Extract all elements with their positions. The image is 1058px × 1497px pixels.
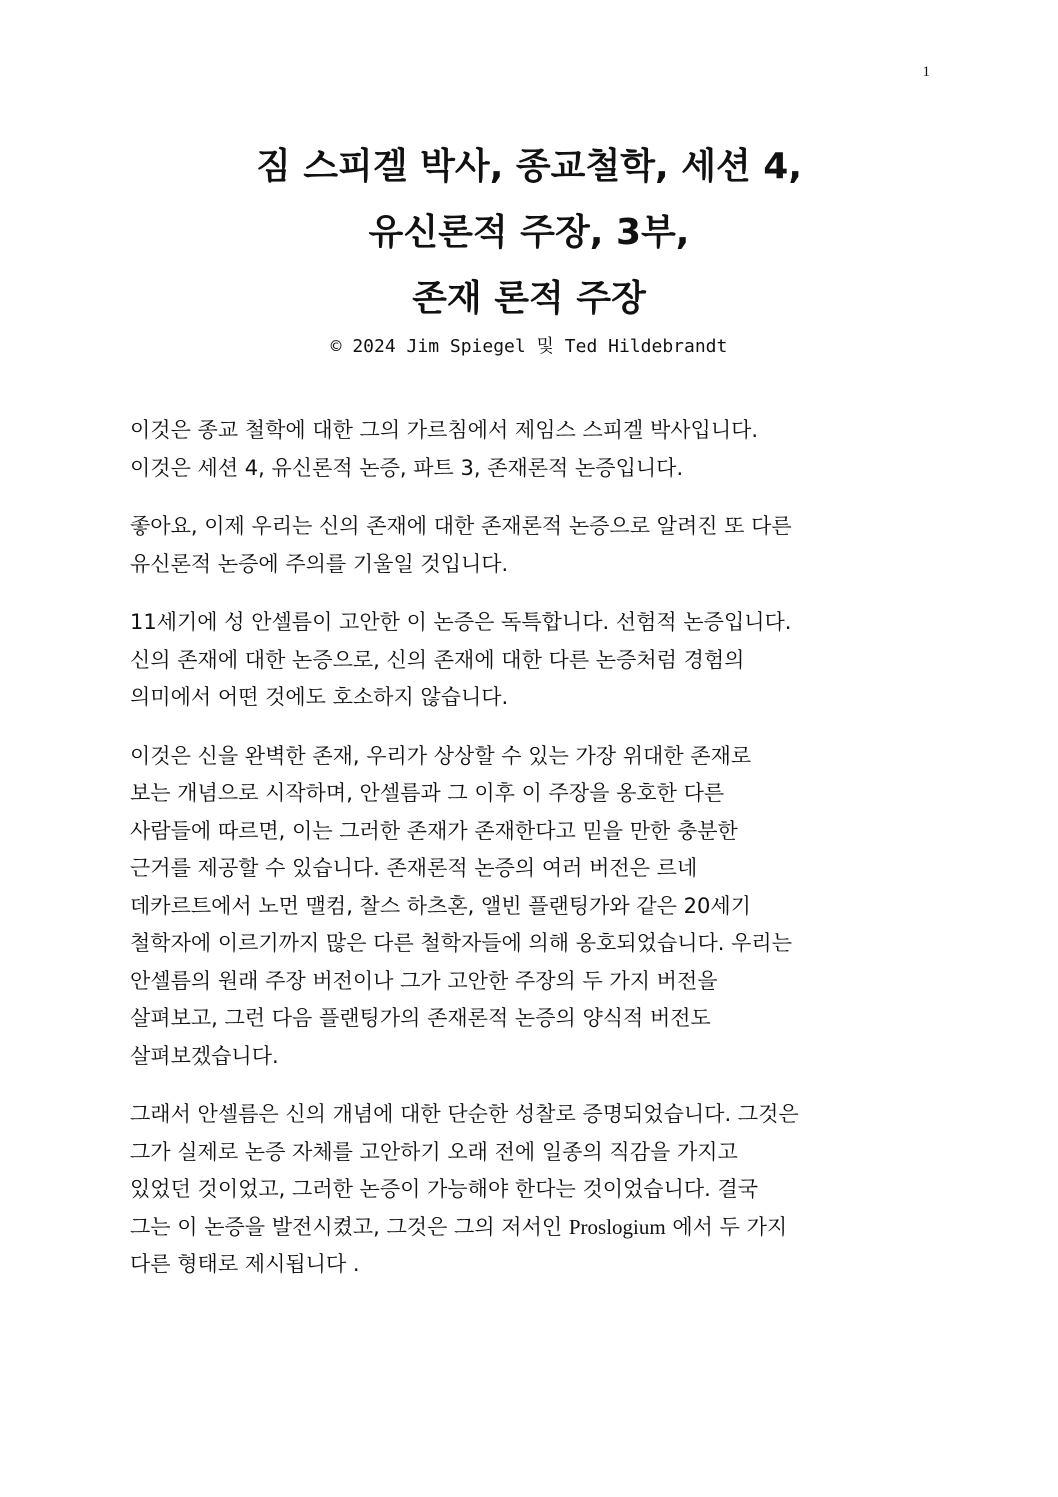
text-line: 안셀름의 원래 주장 버전이나 그가 고안한 주장의 두 가지 버전을	[130, 968, 718, 993]
text-line: 데카르트에서 노먼 맬컴, 찰스 하츠혼, 앨빈 플랜팅가와 같은 20세기	[130, 893, 751, 918]
text-line: 사람들에 따르면, 이는 그러한 존재가 존재한다고 믿을 만한 충분한	[130, 818, 738, 843]
text-line: 살펴보겠습니다.	[130, 1043, 279, 1068]
text-fragment: 에서 두 가지	[665, 1214, 788, 1239]
text-line: 유신론적 논증에 주의를 기울일 것입니다.	[130, 551, 509, 576]
text-line: 이것은 종교 철학에 대한 그의 가르침에서 제임스 스피겔 박사입니다.	[130, 418, 759, 442]
book-title: Proslogium	[568, 1214, 666, 1239]
text-line: 이것은 세션 4, 유신론적 논증, 파트 3, 존재론적 논증입니다.	[130, 455, 684, 480]
text-line: 살펴보고, 그런 다음 플랜팅가의 존재론적 논증의 양식적 버전도	[130, 1006, 711, 1030]
text-line	[130, 1209, 930, 1247]
title-line-1: 짐 스피겔 박사, 종교철학, 세션 4,	[255, 146, 803, 187]
page-number: 1	[922, 64, 930, 80]
text-line: 11세기에 성 안셀름이 고안한 이 논증은 독특합니다. 선험적 논증입니다.	[130, 610, 792, 634]
paragraph-2	[130, 508, 930, 583]
text-line: 근거를 제공할 수 있습니다. 존재론적 논증의 여러 버전은 르네	[130, 856, 698, 880]
paragraph-3	[130, 604, 930, 717]
text-line: 보는 개념으로 시작하며, 안셀름과 그 이후 이 주장을 옹호한 다른	[130, 781, 725, 805]
text-line: 이것은 신을 완벽한 존재, 우리가 상상할 수 있는 가장 위대한 존재로	[130, 743, 752, 768]
text-line: 다른 형태로 제시됩니다 .	[130, 1252, 360, 1276]
title-line-3: 존재 론적 주장	[412, 278, 646, 319]
text-line: 신의 존재에 대한 논증으로, 신의 존재에 대한 다른 논증처럼 경험의	[130, 647, 745, 672]
paragraph-1	[130, 412, 930, 487]
text-line: 있었던 것이었고, 그러한 논증이 가능해야 한다는 것이었습니다. 결국	[130, 1177, 759, 1201]
document-title	[0, 134, 1058, 332]
text-line: 의미에서 어떤 것에도 호소하지 않습니다.	[130, 685, 509, 709]
paragraph-4	[130, 738, 930, 1076]
text-line: 그가 실제로 논증 자체를 고안하기 오래 전에 일종의 직감을 가지고	[130, 1139, 738, 1164]
paragraph-5	[130, 1096, 930, 1284]
body-text	[130, 412, 930, 1305]
text-line: 철학자에 이르기까지 많은 다른 철학자들에 의해 옹호되었습니다. 우리는	[130, 931, 792, 955]
text-line: 좋아요, 이제 우리는 신의 존재에 대한 존재론적 논증으로 알려진 또 다른	[130, 514, 792, 538]
copyright-notice: © 2024 Jim Spiegel 및 Ted Hildebrandt	[330, 336, 728, 357]
text-fragment: 그는 이 논증을 발전시켰고, 그것은 그의 저서인	[130, 1214, 569, 1239]
title-line-2: 유신론적 주장, 3부,	[368, 212, 690, 253]
text-line: 그래서 안셀름은 신의 개념에 대한 단순한 성찰로 증명되었습니다. 그것은	[130, 1102, 799, 1126]
